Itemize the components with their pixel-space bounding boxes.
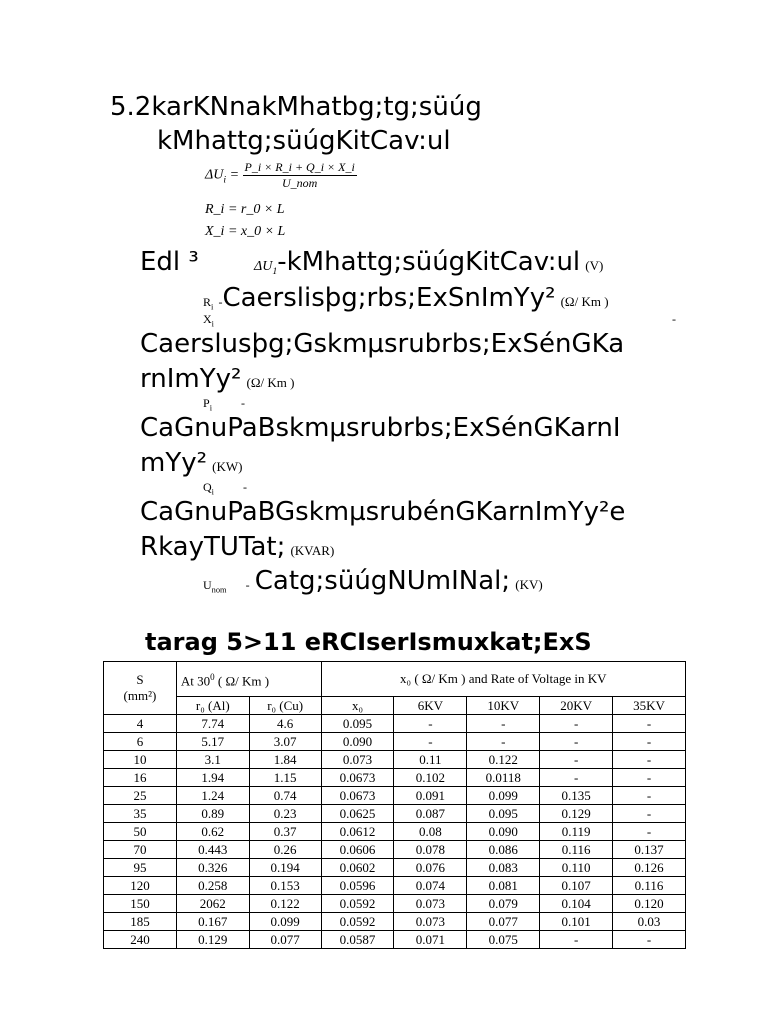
header-r0-al: r₀ (Al) — [176, 697, 249, 715]
table-cell: - — [540, 769, 613, 787]
table-cell: 0.0118 — [467, 769, 540, 787]
table-cell: 4.6 — [249, 715, 321, 733]
table-cell: 0.0592 — [321, 913, 394, 931]
table-cell: 0.078 — [394, 841, 467, 859]
table-row — [104, 769, 686, 787]
definition-pi-text-1: CaGnuPaBskmµsrubrbs;ExSénGKarnI — [140, 413, 621, 443]
table-cell: 0.101 — [540, 913, 613, 931]
table-cell: 0.116 — [540, 841, 613, 859]
table-cell: 0.153 — [249, 877, 321, 895]
table-cell: - — [613, 787, 686, 805]
table-cell: 0.122 — [249, 895, 321, 913]
table-cell: 0.120 — [613, 895, 686, 913]
table-cell: - — [613, 733, 686, 751]
table-cell: 1.15 — [249, 769, 321, 787]
table-cell: 1.94 — [176, 769, 249, 787]
table-cell: 150 — [104, 895, 177, 913]
table-cell: 35 — [104, 805, 177, 823]
table-cell: - — [613, 769, 686, 787]
formula-voltage-drop: $\Delta U_i$ = $\frac{P\_i \times R\_i + Q\_i \times X\_i}{\text{U\_nom}}$ — [205, 160, 355, 190]
definition-xi-text-1: Caerslusþg;Gskmµsrubrbs;ExSénGKa — [140, 329, 625, 359]
table-cell: 0.079 — [467, 895, 540, 913]
header-35kv: 35KV — [613, 697, 686, 715]
table-cell: 2062 — [176, 895, 249, 913]
table-cell: 0.11 — [394, 751, 467, 769]
table-cell: 0.122 — [467, 751, 540, 769]
header-r0-cu: r₀ (Cu) — [249, 697, 321, 715]
formula-reactance: X_i = x_0 × L — [205, 224, 286, 239]
table-cell: 0.099 — [467, 787, 540, 805]
table-cell: 0.095 — [321, 715, 394, 733]
table-cell: 0.167 — [176, 913, 249, 931]
table-cell: 0.0606 — [321, 841, 394, 859]
table-cell: 0.0673 — [321, 769, 394, 787]
table-cell: 0.073 — [394, 913, 467, 931]
table-cell: - — [613, 751, 686, 769]
table-cell: 0.119 — [540, 823, 613, 841]
table-row — [104, 841, 686, 859]
table-cell: 0.116 — [613, 877, 686, 895]
table-cell: 0.135 — [540, 787, 613, 805]
table-cell: 0.23 — [249, 805, 321, 823]
table-cell: 95 — [104, 859, 177, 877]
section-heading — [110, 92, 482, 122]
table-cell: 0.090 — [467, 823, 540, 841]
table-cell: 10 — [104, 751, 177, 769]
table-cell: 0.075 — [467, 931, 540, 949]
table-cell: 0.0596 — [321, 877, 394, 895]
table-cell: 0.0612 — [321, 823, 394, 841]
header-cross-section: S (mm²) — [104, 662, 177, 715]
table-cell: 0.0625 — [321, 805, 394, 823]
table-cell: 0.087 — [394, 805, 467, 823]
formula-fraction: $\frac{P\_i \times R\_i + Q\_i \times X\_i}{\text{U\_nom}}$ — [244, 160, 355, 190]
definition-xi-dash: - — [672, 312, 676, 326]
definition-qi-text-2: RkayTUTat; (KVAR) — [140, 532, 335, 562]
table-cell: 25 — [104, 787, 177, 805]
table-cell: - — [467, 733, 540, 751]
table-cell: 0.095 — [467, 805, 540, 823]
table-cell: - — [613, 805, 686, 823]
header-20kv: 20KV — [540, 697, 613, 715]
table-cell: 0.077 — [467, 913, 540, 931]
table-cell: 3.07 — [249, 733, 321, 751]
table-cell: 50 — [104, 823, 177, 841]
table-row — [104, 733, 686, 751]
table-cell: 0.129 — [176, 931, 249, 949]
table-cell: 0.74 — [249, 787, 321, 805]
table-row — [104, 751, 686, 769]
table-cell: 240 — [104, 931, 177, 949]
table-cell: 0.37 — [249, 823, 321, 841]
table-cell: 4 — [104, 715, 177, 733]
table-row — [104, 787, 686, 805]
table-cell: 0.110 — [540, 859, 613, 877]
definition-unom: $U_{nom}$ - Catg;süúgNUmINal; (KV) — [203, 566, 543, 596]
table-cell: 0.090 — [321, 733, 394, 751]
table-body — [104, 715, 686, 949]
table-cell: 120 — [104, 877, 177, 895]
table-row — [104, 823, 686, 841]
table-row — [104, 859, 686, 877]
definition-qi-text-1: CaGnuPaBGskmµsrubénGKarnImYy²e — [140, 497, 626, 527]
table-cell: - — [613, 715, 686, 733]
table-cell: 5.17 — [176, 733, 249, 751]
table-cell: 0.326 — [176, 859, 249, 877]
table-cell: 0.074 — [394, 877, 467, 895]
formula-resistance: R_i = r_0 × L — [205, 202, 285, 217]
table-cell: 6 — [104, 733, 177, 751]
table-row — [104, 895, 686, 913]
table-cell: 0.083 — [467, 859, 540, 877]
table-cell: 0.104 — [540, 895, 613, 913]
table-cell: - — [540, 733, 613, 751]
table-cell: 0.081 — [467, 877, 540, 895]
definition-ri: $R_i$ -Caerslisþg;rbs;ExSnImYy² (Ω/ Km ) — [203, 283, 609, 313]
header-at30: At $30^0$ ( Ω/ Km ) — [176, 662, 321, 697]
table-cell: 0.107 — [540, 877, 613, 895]
table-cell: - — [540, 715, 613, 733]
table-row — [104, 805, 686, 823]
table-cell: 0.258 — [176, 877, 249, 895]
table-cell: 0.0673 — [321, 787, 394, 805]
table-cell: 1.24 — [176, 787, 249, 805]
table-cell: 0.091 — [394, 787, 467, 805]
table-cell: 0.076 — [394, 859, 467, 877]
table-title: tarag 5>11 eRCIserIsmuxkat;ExS — [145, 628, 592, 656]
table-cell: 0.126 — [613, 859, 686, 877]
table-cell: - — [540, 931, 613, 949]
definition-du: $\Delta U_1-kMhattg;süúgKitCav:ul$ (V) — [254, 247, 604, 277]
header-x0-group: x₀ ( Ω/ Km ) and Rate of Voltage in KV — [321, 662, 685, 697]
table-cell: 70 — [104, 841, 177, 859]
cable-parameters-table — [103, 661, 686, 949]
table-cell: - — [394, 733, 467, 751]
table-cell: 0.08 — [394, 823, 467, 841]
table-cell: 0.0592 — [321, 895, 394, 913]
table-cell: 0.443 — [176, 841, 249, 859]
table-cell: 0.086 — [467, 841, 540, 859]
table-cell: 0.073 — [321, 751, 394, 769]
table-cell: 0.0602 — [321, 859, 394, 877]
table-cell: 0.099 — [249, 913, 321, 931]
table-cell: 0.077 — [249, 931, 321, 949]
table-cell: - — [540, 751, 613, 769]
section-number: 5.2 — [110, 92, 152, 122]
table-cell: 0.89 — [176, 805, 249, 823]
definition-qi-label: $Q_i$ - — [203, 480, 247, 497]
definition-xi-label: $X_i$ — [203, 312, 214, 329]
table-cell: - — [613, 931, 686, 949]
table-cell: 0.26 — [249, 841, 321, 859]
table-row — [104, 877, 686, 895]
table-cell: 0.102 — [394, 769, 467, 787]
table-cell: 0.129 — [540, 805, 613, 823]
header-10kv: 10KV — [467, 697, 540, 715]
table-cell: 0.194 — [249, 859, 321, 877]
table-cell: 0.073 — [394, 895, 467, 913]
section-title-line1: karKNnakMhatbg;tg;süúg — [151, 92, 482, 122]
section-title-line2: kMhattg;süúgKitCav:ul — [157, 126, 451, 156]
table-cell: 0.03 — [613, 913, 686, 931]
table-cell: - — [394, 715, 467, 733]
table-row — [104, 715, 686, 733]
table-cell: - — [467, 715, 540, 733]
table-cell: - — [613, 823, 686, 841]
table-cell: 0.137 — [613, 841, 686, 859]
table-cell: 7.74 — [176, 715, 249, 733]
table-row — [104, 931, 686, 949]
definition-pi-label: $P_i$ - — [203, 396, 246, 413]
header-x0: x₀ — [321, 697, 394, 715]
table-cell: 0.0587 — [321, 931, 394, 949]
table-cell: 185 — [104, 913, 177, 931]
table-row — [104, 913, 686, 931]
table-cell: 16 — [104, 769, 177, 787]
header-6kv: 6KV — [394, 697, 467, 715]
table-cell: 0.62 — [176, 823, 249, 841]
definition-xi-text-2: rnImYy² (Ω/ Km ) — [140, 364, 295, 394]
definition-intro: Edl ³ — [140, 247, 199, 277]
table-cell: 0.071 — [394, 931, 467, 949]
table-cell: 1.84 — [249, 751, 321, 769]
table-cell: 3.1 — [176, 751, 249, 769]
definition-pi-text-2: mYy² (KW) — [140, 448, 243, 478]
